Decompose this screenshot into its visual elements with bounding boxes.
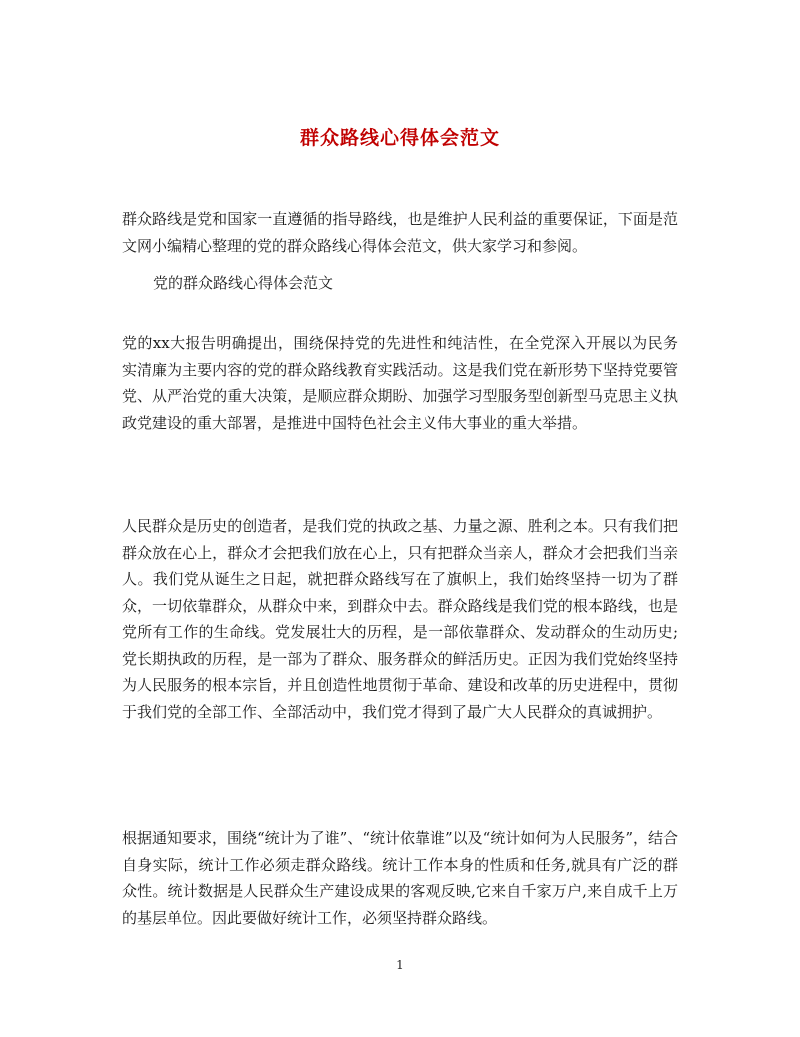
section-subheading: 党的群众路线心得体会范文 (153, 274, 334, 292)
page-number: 1 (396, 958, 404, 972)
body-paragraph-3: 根据通知要求，围绕“统计为了谁”、“统计依靠谁”以及“统计如何为人民服务”，结合自身实际，统计工作必须走群众路线。统计工作本身的性质和任务,就具有广泛的群众性。统计数据是人民群众生产建设成果的客观反映,它来自千家万户,来自成千上万的基层单位。因此要做好统计工作，必须坚持群众路线。 (122, 829, 679, 927)
document-title: 群众路线心得体会范文 (299, 126, 500, 149)
body-paragraph-1: 党的xx大报告明确提出，围绕保持党的先进性和纯洁性，在全党深入开展以为民务实清廉为主要内容的党的群众路线教育实践活动。这是我们党在新形势下坚持党要管党、从严治党的重大决策，是顺应群众期盼、加强学习型服务型创新型马克思主义执政党建设的重大部署，是推进中国特色社会主义伟大事业的重大举措。 (122, 334, 678, 432)
intro-paragraph: 群众路线是党和国家一直遵循的指导路线，也是维护人民利益的重要保证，下面是范文网小编精心整理的党的群众路线心得体会范文，供大家学习和参阅。 (122, 210, 678, 255)
body-paragraph-2: 人民群众是历史的创造者，是我们党的执政之基、力量之源、胜利之本。只有我们把群众放在心上，群众才会把我们放在心上，只有把群众当亲人，群众才会把我们当亲人。我们党从诞生之日起，就把群众路线写在了旗帜上，我们始终坚持一切为了群众，一切依靠群众，从群众中来，到群众中去。群众路线是我们党的根本路线，也是党所有工作的生命线。党发展壮大的历程，是一部依靠群众、发动群众的生动历史;党长期执政的历程，是一部为了群众、服务群众的鲜活历史。正因为我们党始终坚持为人民服务的根本宗旨，并且创造性地贯彻于革命、建设和改革的历史进程中，贯彻于我们党的全部工作、全部活动中，我们党才得到了最广大人民群众的真诚拥护。 (122, 517, 678, 721)
